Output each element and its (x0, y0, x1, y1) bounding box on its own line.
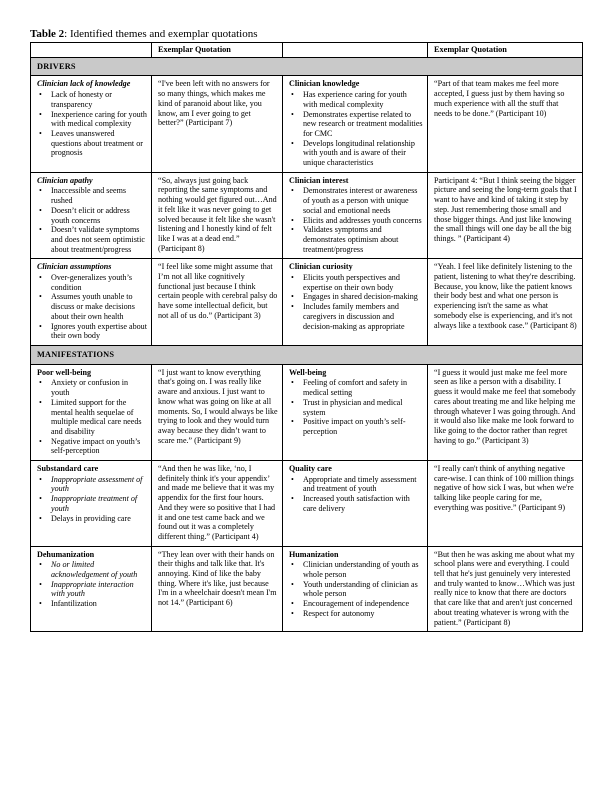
theme-bullet-item: • Has experience caring for youth with medical complexity (289, 90, 423, 109)
table-row (31, 76, 583, 172)
header-theme-cell (31, 43, 152, 58)
theme-bullet-item: • Elicits youth perspectives and expertise on their own body (289, 273, 423, 292)
section-title: DRIVERS (31, 57, 583, 76)
theme-bullet-item: • Appropriate and timely assessment and treatment of youth (289, 475, 423, 494)
theme-bullet-item: • Delays in providing care (37, 514, 147, 524)
section-header-row (31, 57, 583, 76)
theme-bullet-list (289, 90, 423, 168)
theme-title: Poor well-being (37, 367, 92, 377)
theme-bullet-item: • Validates symptoms and demonstrates optimism about treatment/progress (289, 225, 423, 254)
exemplar-quote: “I guess it would just make me feel more seen as like a person with a disability. I guess it would make me feel that somebody cares about treating me and like helping me through whatever I was going through. And it would also like make me look forward to like going to the doctor rather than regret having to go.” (Participant 3) (428, 364, 583, 460)
exemplar-quote: “I just want to know everything that's going on. I was really like aware and anxious. I just want to know what was going on like at all moments. So, I would always be like trying to look and they would turn away because they didn’t want to scare me.” (Participant 9) (152, 364, 283, 460)
theme-title: Clinician knowledge (289, 79, 360, 89)
facilitator-theme-cell (283, 364, 428, 460)
theme-title: Dehumanization (37, 549, 95, 559)
theme-title: Clinician curiosity (289, 262, 353, 272)
theme-bullet-item: • Ignores youth expertise about their own body (37, 322, 147, 341)
theme-bullet-list (289, 475, 423, 514)
header-quote-1: Exemplar Quotation (152, 43, 283, 58)
table-caption (30, 28, 258, 41)
theme-bullet-list (37, 560, 147, 609)
theme-bullet-item: • Leaves unanswered questions about treatment or prognosis (37, 129, 147, 158)
theme-bullet-item: • Doesn’t elicit or address youth concerns (37, 206, 147, 225)
theme-bullet-item: • Over-generalizes youth’s condition (37, 273, 147, 292)
theme-bullet-item: • Includes family members and caregivers in discussion and decision-making as appropriate (289, 302, 423, 331)
barrier-theme-cell (31, 461, 152, 547)
section-title: MANIFESTATIONS (31, 345, 583, 364)
table-row (31, 259, 583, 346)
exemplar-quote: “But then he was asking me about what my school plans were and everything. I could tell that he's just genuinely very interested and truly wanted to know…Which was just really nice to know that there are doctors that care like that and aren't just concerned about treating whatever is wrong with the patient.” (Participant 8) (428, 546, 583, 632)
theme-bullet-item: • Anxiety or confusion in youth (37, 378, 147, 397)
table-label: Table 2 (30, 28, 65, 40)
barrier-theme-cell (31, 76, 152, 172)
theme-bullet-list (37, 475, 147, 524)
exemplar-quote: Participant 4: “But I think seeing the bigger picture and seeing the long-term goals that I want to have and kind of taking it step by step. Just remembering those small and those bigger things. And just like knowing the small things will one day be all the big things. ” (Participant 4) (428, 172, 583, 259)
table-caption-text: : Identified themes and exemplar quotations (64, 28, 258, 40)
barrier-theme-cell (31, 172, 152, 259)
theme-title: Quality care (289, 464, 332, 474)
theme-bullet-item: • Elicits and addresses youth concerns (289, 216, 423, 226)
theme-bullet-list (289, 186, 423, 254)
theme-bullet-list (289, 560, 423, 618)
theme-bullet-item: • Youth understanding of clinician as whole person (289, 580, 423, 599)
exemplar-quote: “And then he was like, ‘no, I definitely think it's your appendix’ and made me believe that it was my appendix for the first four hours. And they were so positive that I had it and one test came back and we found out it was a completely different thing.” (Participant 4) (152, 461, 283, 547)
table-row (31, 172, 583, 259)
theme-bullet-item: • Lack of honesty or transparency (37, 90, 147, 109)
theme-bullet-item: • Inappropriate treatment of youth (37, 494, 147, 513)
exemplar-quote: “I feel like some might assume that I’m not all like cognitively functional just because I think certain people with cerebral palsy do have some intellectual deficit, but not all of us do.” (Participant 3) (152, 259, 283, 346)
theme-bullet-item: • Feeling of comfort and safety in medical setting (289, 378, 423, 397)
table-row (31, 461, 583, 547)
theme-bullet-list (289, 378, 423, 436)
theme-title: Well-being (289, 367, 327, 377)
facilitator-theme-cell (283, 259, 428, 346)
themes-table (30, 42, 583, 632)
theme-bullet-item: • Inaccessible and seems rushed (37, 186, 147, 205)
theme-bullet-item: • Negative impact on youth’s self-perception (37, 437, 147, 456)
section-header-row (31, 345, 583, 364)
barrier-theme-cell (31, 364, 152, 460)
barrier-theme-cell (31, 259, 152, 346)
theme-bullet-item: • Clinician understanding of youth as whole person (289, 560, 423, 579)
header-theme-cell-2 (283, 43, 428, 58)
table-row (31, 364, 583, 460)
exemplar-quote: “Yeah. I feel like definitely listening to the patient, listening to what they're describing. Because, you know, like the patient knows their body best and what one person is experiencing isn't the same as what somebody else is experiencing, and it's not always like a textbook case.” (Participant 8) (428, 259, 583, 346)
theme-bullet-list (37, 378, 147, 456)
theme-title: Clinician apathy (37, 175, 93, 185)
theme-title: Substandard care (37, 464, 99, 474)
theme-bullet-item: • Encouragement of independence (289, 599, 423, 609)
themes-table-body (31, 43, 583, 632)
theme-bullet-item: • Assumes youth unable to discuss or make decisions about their own health (37, 292, 147, 321)
theme-bullet-item: • Inappropriate assessment of youth (37, 475, 147, 494)
theme-bullet-item: • Demonstrates expertise related to new research or treatment modalities for CMC (289, 110, 423, 139)
exemplar-quote: “I've been left with no answers for so many things, which makes me kind of paranoid about like, you know, am I ever going to get better?” (Participant 7) (152, 76, 283, 172)
theme-bullet-item: • Inappropriate interaction with youth (37, 580, 147, 599)
theme-bullet-list (289, 273, 423, 331)
header-row (31, 43, 583, 58)
exemplar-quote: “So, always just going back reporting the same symptoms and nothing would get figured out…And it felt like it was never going to get solved because it felt like she wasn't listening and I honestly kind of felt like I was at a dead end.” (Participant 8) (152, 172, 283, 259)
facilitator-theme-cell (283, 546, 428, 632)
theme-bullet-item: • Inexperience caring for youth with medical complexity (37, 110, 147, 129)
facilitator-theme-cell (283, 172, 428, 259)
theme-bullet-list (37, 90, 147, 158)
barrier-theme-cell (31, 546, 152, 632)
theme-title: Humanization (289, 549, 339, 559)
theme-bullet-list (37, 273, 147, 341)
theme-title: Clinician assumptions (37, 262, 112, 272)
theme-bullet-list (37, 186, 147, 254)
theme-bullet-item: • Respect for autonomy (289, 609, 423, 619)
theme-bullet-item: • Develops longitudinal relationship with youth and is aware of their unique characteristics (289, 139, 423, 168)
theme-bullet-item: • Doesn’t validate symptoms and does not seem optimistic about treatment/progress (37, 225, 147, 254)
theme-bullet-item: • Positive impact on youth’s self-perception (289, 417, 423, 436)
theme-title: Clinician lack of knowledge (37, 79, 131, 89)
theme-bullet-item: • Limited support for the mental health sequelae of multiple medical care needs and disability (37, 398, 147, 437)
exemplar-quote: “Part of that team makes me feel more accepted, I guess just by them having so much experience with all the stuff that needs to be done.” (Participant 10) (428, 76, 583, 172)
theme-bullet-item: • Engages in shared decision-making (289, 292, 423, 302)
exemplar-quote: “They lean over with their hands on their thighs and talk like that. It's annoying. Kind of like the baby thing. Where it's like, just because I'm in a wheelchair doesn't mean I'm not 14.” (Participant 6) (152, 546, 283, 632)
facilitator-theme-cell (283, 76, 428, 172)
facilitator-theme-cell (283, 461, 428, 547)
table-row (31, 546, 583, 632)
theme-title: Clinician interest (289, 175, 349, 185)
theme-bullet-item: • Increased youth satisfaction with care delivery (289, 494, 423, 513)
header-quote-2: Exemplar Quotation (428, 43, 583, 58)
theme-bullet-item: • No or limited acknowledgement of youth (37, 560, 147, 579)
theme-bullet-item: • Infantilization (37, 599, 147, 609)
theme-bullet-item: • Demonstrates interest or awareness of youth as a person with unique social and emotional needs (289, 186, 423, 215)
exemplar-quote: “I really can't think of anything negative care-wise. I can think of 100 million things negative of how sick I was, but when we're talking like people caring for me, everything was positive.” (Participant 9) (428, 461, 583, 547)
theme-bullet-item: • Trust in physician and medical system (289, 398, 423, 417)
